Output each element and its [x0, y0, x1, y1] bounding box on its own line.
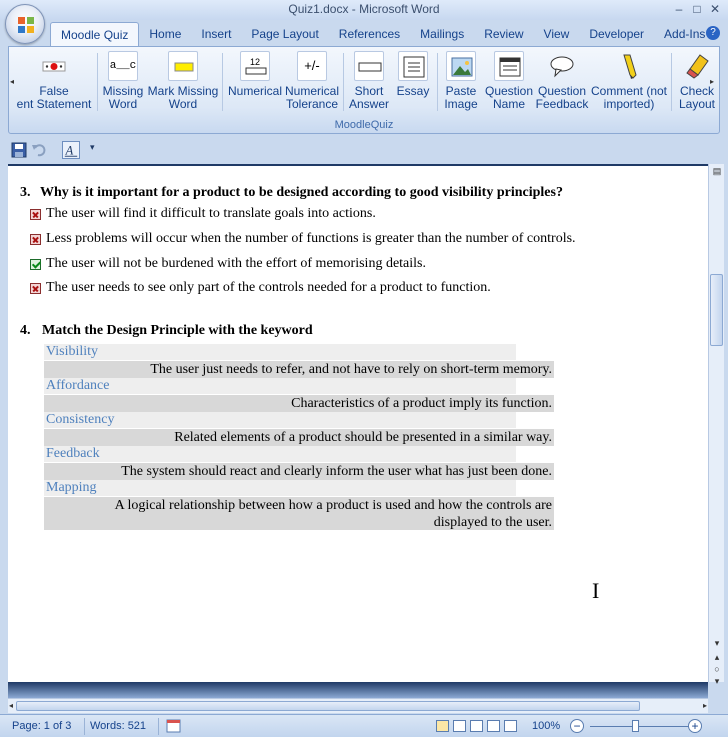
- short-answer-button[interactable]: [345, 51, 393, 117]
- numerical-tolerance-icon: +/-: [297, 51, 327, 81]
- paste-image-label-2: Image: [444, 97, 478, 111]
- answer-item: [30, 256, 426, 272]
- question-feedback-button[interactable]: [535, 51, 589, 117]
- ribbon-separator: [437, 53, 438, 111]
- window-title: Quiz1.docx - Microsoft Word: [288, 2, 440, 16]
- tab-references[interactable]: References: [338, 27, 401, 41]
- title-bar: [0, 0, 728, 20]
- maximize-button[interactable]: □: [693, 2, 701, 16]
- answer-text: The user will find it difficult to translate goals into actions.: [46, 206, 376, 221]
- question-name-label-2: Name: [492, 97, 525, 111]
- scroll-down-icon[interactable]: ▾: [714, 638, 720, 648]
- match-definition: The system should react and clearly inform the user what has just been done.: [44, 463, 554, 480]
- numerical-label: Numerical: [227, 84, 282, 98]
- tab-view[interactable]: View: [543, 27, 570, 41]
- false-statement-icon: [39, 51, 69, 81]
- mark-missing-word-button[interactable]: [147, 51, 219, 117]
- match-definition: A logical relationship between how a product is used and how the controls are: [44, 497, 554, 514]
- status-bar: [0, 714, 728, 737]
- correct-answer-icon: [30, 259, 41, 270]
- question-feedback-label-2: Feedback: [535, 97, 589, 111]
- numerical-button[interactable]: [225, 51, 285, 117]
- incorrect-answer-icon: [30, 283, 41, 294]
- match-definition: Related elements of a product should be presented in a similar way.: [44, 429, 554, 446]
- undo-icon[interactable]: [30, 141, 48, 159]
- eraser-icon: [682, 51, 712, 81]
- question-4-title: [20, 323, 313, 339]
- match-keyword: Feedback: [44, 446, 516, 462]
- tab-mailings[interactable]: Mailings: [420, 27, 465, 41]
- document-area[interactable]: [8, 164, 708, 682]
- mouse-ibeam-cursor-icon: I: [592, 578, 600, 603]
- save-icon[interactable]: [10, 141, 28, 159]
- pencil-icon: [614, 51, 644, 81]
- office-button[interactable]: [5, 4, 45, 44]
- zoom-out-button[interactable]: −: [570, 719, 584, 733]
- missing-word-label-2: Word: [108, 97, 138, 111]
- tab-home[interactable]: Home: [149, 27, 182, 41]
- numerical-icon: [240, 51, 270, 81]
- match-keyword: Affordance: [44, 378, 516, 394]
- short-answer-label-1: Short: [354, 84, 384, 98]
- ribbon-separator: [222, 53, 223, 111]
- zoom-slider-thumb[interactable]: [632, 720, 639, 732]
- zoom-slider-track[interactable]: [590, 726, 690, 727]
- document-page[interactable]: [8, 166, 708, 682]
- ribbon-separator: [671, 53, 672, 111]
- word-count[interactable]: Words: 521: [90, 720, 147, 732]
- question-name-button[interactable]: [483, 51, 535, 117]
- answer-text: Less problems will occur when the number of functions is greater than the number of controls.: [46, 231, 576, 246]
- answer-text: The user will not be burdened with the effort of memorising details.: [46, 256, 426, 271]
- draft-view-icon[interactable]: [504, 720, 517, 732]
- mark-missing-word-label-1: Mark Missing: [147, 84, 219, 98]
- image-icon: [446, 51, 476, 81]
- vertical-scroll-thumb[interactable]: [710, 274, 723, 346]
- question-4-text: Match the Design Principle with the keyword: [42, 323, 313, 338]
- essay-label: Essay: [396, 84, 430, 98]
- comment-label-1: Comment (not: [590, 84, 668, 98]
- scroll-left-icon[interactable]: ◂: [9, 701, 14, 710]
- ribbon-moodlequiz: [8, 46, 720, 134]
- answer-item: [30, 280, 491, 296]
- essay-button[interactable]: [393, 51, 433, 117]
- answer-text: The user needs to see only part of the controls needed for a product to function.: [46, 280, 491, 295]
- page-count[interactable]: Page: 1 of 3: [12, 720, 72, 732]
- question-name-icon: [494, 51, 524, 81]
- svg-text:A: A: [65, 143, 74, 158]
- ruler-toggle-icon[interactable]: ▤: [712, 166, 722, 176]
- false-statement-button[interactable]: [13, 51, 95, 117]
- comment-label-2: imported): [603, 97, 655, 111]
- false-statement-label-2: ent Statement: [16, 97, 92, 111]
- paste-image-label-1: Paste: [445, 84, 477, 98]
- help-icon[interactable]: ?: [706, 26, 720, 40]
- tab-review[interactable]: Review: [484, 27, 524, 41]
- match-definition: The user just needs to refer, and not have to rely on short-term memory.: [44, 361, 554, 378]
- tab-page-layout[interactable]: Page Layout: [251, 27, 319, 41]
- office-logo-icon: [17, 16, 35, 34]
- ribbon-scroll-right-icon[interactable]: ▸: [710, 77, 715, 86]
- tab-add-ins[interactable]: Add-Ins: [664, 27, 706, 41]
- match-keyword: Consistency: [44, 412, 516, 428]
- incorrect-answer-icon: [30, 234, 41, 245]
- question-3-title: [20, 185, 563, 201]
- missing-word-icon: a__c: [108, 51, 138, 81]
- ribbon-tabs: [50, 22, 715, 46]
- question-name-label-1: Question: [484, 84, 534, 98]
- match-keyword: Visibility: [44, 344, 516, 360]
- minimize-button[interactable]: –: [675, 2, 683, 16]
- numerical-tolerance-label-1: Numerical: [285, 84, 340, 98]
- answer-item: [30, 206, 376, 222]
- mark-missing-word-icon: [168, 51, 198, 81]
- comment-button[interactable]: [589, 51, 669, 117]
- missing-word-button[interactable]: [99, 51, 147, 117]
- match-definition-continued: displayed to the user.: [44, 514, 554, 530]
- paste-image-button[interactable]: [439, 51, 483, 117]
- scroll-right-icon[interactable]: ▸: [702, 701, 707, 710]
- numerical-tolerance-label-2: Tolerance: [285, 97, 339, 111]
- question-3-number: 3.: [20, 185, 31, 200]
- customize-toolbar-icon[interactable]: ▾: [90, 142, 95, 152]
- match-definition: Characteristics of a product imply its function.: [44, 395, 554, 412]
- previous-page-icon[interactable]: ▴: [714, 652, 720, 662]
- close-button[interactable]: ✕: [709, 2, 721, 16]
- zoom-in-button[interactable]: +: [688, 719, 702, 733]
- mark-missing-word-label-2: Word: [168, 97, 198, 111]
- outline-view-icon[interactable]: [487, 720, 500, 732]
- select-browse-object-icon[interactable]: ○: [714, 664, 720, 674]
- quick-access-toolbar: [8, 139, 720, 161]
- speech-bubble-icon: [547, 51, 577, 81]
- short-answer-label-2: Answer: [348, 97, 389, 111]
- question-4-number: 4.: [20, 323, 31, 338]
- numerical-tolerance-button[interactable]: [285, 51, 339, 117]
- false-statement-label-1: False: [39, 84, 69, 98]
- incorrect-answer-icon: [30, 209, 41, 220]
- web-layout-view-icon[interactable]: [470, 720, 483, 732]
- check-layout-label-2: Layout: [678, 97, 716, 111]
- ribbon-scroll-left-icon[interactable]: ◂: [10, 77, 15, 86]
- tab-developer[interactable]: Developer: [589, 27, 645, 41]
- missing-word-label-1: Missing: [102, 84, 144, 98]
- essay-icon: [398, 51, 428, 81]
- tab-insert[interactable]: Insert: [201, 27, 232, 41]
- style-icon[interactable]: [62, 141, 80, 159]
- horizontal-scroll-thumb[interactable]: [16, 701, 640, 711]
- svg-text:12: 12: [250, 57, 261, 67]
- ribbon-separator: [97, 53, 98, 111]
- next-page-icon[interactable]: ▾: [714, 676, 720, 686]
- document-bottom-border: [8, 682, 708, 698]
- print-layout-view-icon[interactable]: [436, 720, 449, 732]
- tab-moodle-quiz[interactable]: Moodle Quiz: [50, 22, 139, 47]
- check-layout-button[interactable]: [675, 51, 719, 117]
- ribbon-separator: [343, 53, 344, 111]
- full-screen-reading-view-icon[interactable]: [453, 720, 466, 732]
- check-layout-label-1: Check: [679, 84, 714, 98]
- match-keyword: Mapping: [44, 480, 516, 496]
- horizontal-scrollbar[interactable]: [8, 698, 708, 713]
- answer-item: [30, 231, 576, 247]
- ribbon-group-label: MoodleQuiz: [334, 119, 394, 131]
- question-feedback-label-1: Question: [537, 84, 587, 98]
- status-divider: [84, 718, 85, 735]
- status-divider: [158, 718, 159, 735]
- vertical-scrollbar[interactable]: [708, 164, 724, 686]
- zoom-level[interactable]: 100%: [532, 720, 561, 732]
- question-3-text: Why is it important for a product to be designed according to good visibility principles?: [40, 185, 563, 200]
- short-answer-icon: [354, 51, 384, 81]
- proofing-icon[interactable]: [166, 719, 181, 733]
